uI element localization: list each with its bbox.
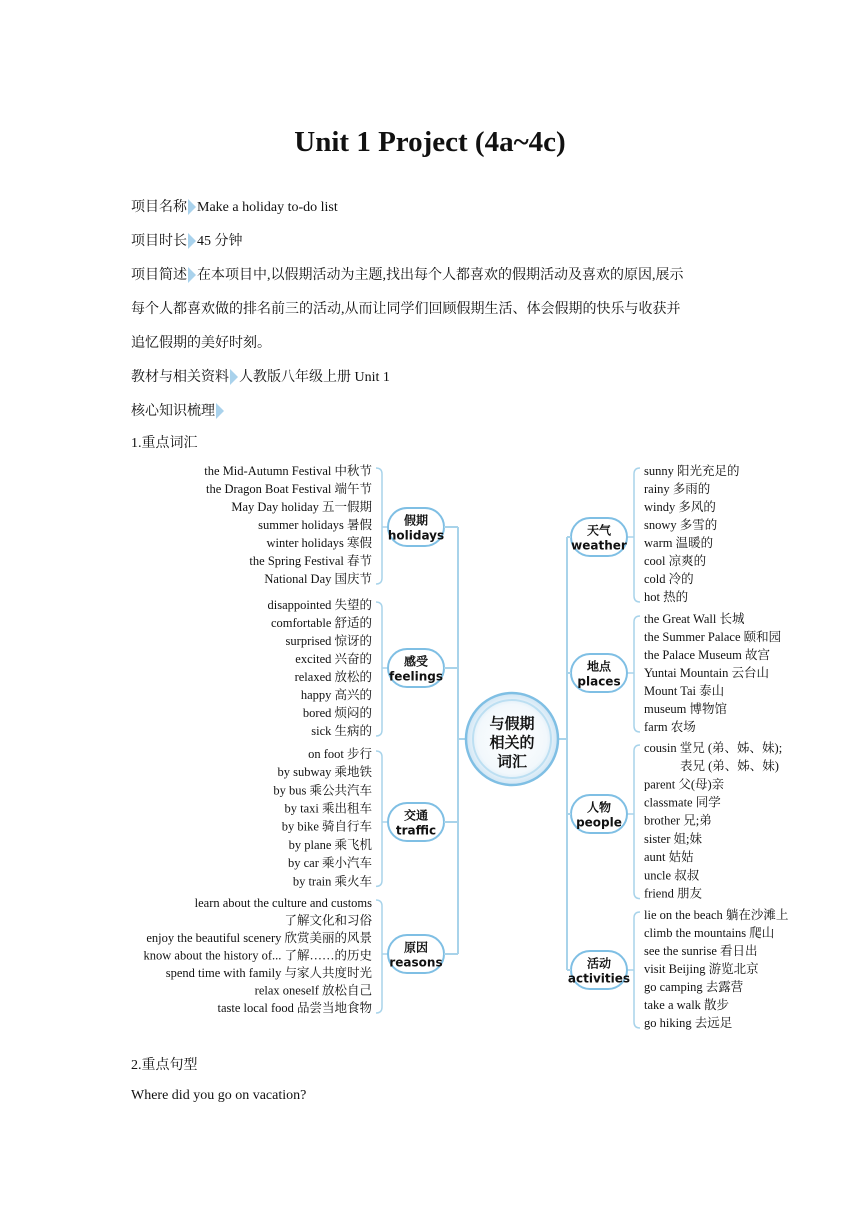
- vocab-item: by car 乘小汽车: [287, 856, 372, 871]
- info-text: 人教版八年级上册 Unit 1: [239, 370, 390, 385]
- info-text: 45 分钟: [197, 234, 243, 249]
- category-cn-label: 假期: [403, 513, 429, 528]
- vocab-item: cold 冷的: [644, 571, 694, 586]
- vocab-item: museum 博物馆: [644, 701, 727, 716]
- category-en-label: traffic: [395, 823, 437, 838]
- info-text: 每个人都喜欢做的排名前三的活动,从而让同学们回顾假期生活、体会假期的快乐与收获并: [131, 302, 681, 317]
- bracket-line: [376, 468, 382, 584]
- bracket-line: [634, 912, 640, 1028]
- vocab-item: warm 温暖的: [644, 535, 714, 550]
- center-label: 相关的: [489, 733, 535, 752]
- category-cn-label: 人物: [586, 800, 612, 815]
- category-en-label: activities: [567, 971, 631, 986]
- vocab-item: hot 热的: [644, 589, 689, 604]
- section-sentences: 2.重点句型: [131, 1058, 198, 1073]
- vocab-item: sunny 阳光充足的: [644, 463, 740, 478]
- vocab-item: Yuntai Mountain 云台山: [644, 665, 769, 680]
- vocab-item: rainy 多雨的: [644, 481, 711, 496]
- category-cn-label: 活动: [586, 956, 612, 971]
- vocab-item: uncle 叔叔: [644, 868, 700, 883]
- info-label: 项目时长: [131, 234, 187, 249]
- vocab-item: taste local food 品尝当地食物: [217, 1000, 372, 1015]
- vocab-item: 了解文化和习俗: [284, 913, 372, 928]
- category-cn-label: 原因: [403, 940, 429, 955]
- vocab-item: sister 姐;妹: [644, 831, 702, 846]
- vocab-item: enjoy the beautiful scenery 欣赏美丽的风景: [146, 930, 372, 945]
- vocab-item: on foot 步行: [308, 746, 372, 761]
- info-text: 追忆假期的美好时刻。: [131, 336, 271, 351]
- vocab-item: excited 兴奋的: [295, 651, 372, 666]
- category-cn-label: 交通: [403, 808, 429, 823]
- vocab-item: friend 朋友: [644, 886, 702, 901]
- vocab-item: by taxi 乘出租车: [284, 801, 372, 816]
- vocab-item: winter holidays 寒假: [266, 535, 372, 550]
- category-cn-label: 天气: [586, 523, 612, 538]
- vocab-item: the Great Wall 长城: [644, 611, 745, 626]
- info-text: 在本项目中,以假期活动为主题,找出每个人都喜欢的假期活动及喜欢的原因,展示: [197, 268, 684, 283]
- vocab-item: classmate 同学: [644, 795, 721, 810]
- category-cn-label: 地点: [586, 659, 612, 674]
- vocab-item: by bike 骑自行车: [281, 819, 372, 834]
- vocab-item: by train 乘火车: [292, 874, 372, 889]
- vocab-item: see the sunrise 看日出: [644, 943, 758, 958]
- vocab-item: the Spring Festival 春节: [249, 553, 372, 568]
- info-label: 项目名称: [131, 200, 187, 215]
- center-label: 词汇: [496, 752, 528, 771]
- vocab-item: climb the mountains 爬山: [644, 925, 775, 940]
- vocab-item: farm 农场: [644, 719, 696, 734]
- category-en-label: holidays: [387, 528, 445, 543]
- vocab-item: relax oneself 放松自己: [254, 983, 372, 998]
- key-sentence: Where did you go on vacation?: [131, 1088, 307, 1103]
- vocab-item: windy 多风的: [644, 499, 716, 514]
- vocab-item: by bus 乘公共汽车: [273, 783, 372, 798]
- vocab-item: take a walk 散步: [644, 997, 730, 1012]
- info-label: 核心知识梳理: [131, 404, 215, 419]
- center-label: 与假期: [489, 714, 535, 733]
- category-en-label: reasons: [389, 955, 443, 970]
- vocab-item: sick 生病的: [311, 723, 372, 738]
- info-label: 项目简述: [131, 268, 187, 283]
- vocab-item: go camping 去露营: [644, 979, 744, 994]
- category-en-label: people: [576, 815, 622, 830]
- info-label: 教材与相关资料: [131, 370, 229, 385]
- vocab-item: learn about the culture and customs: [194, 895, 372, 910]
- vocab-item: summer holidays 暑假: [258, 517, 372, 532]
- vocab-item: happy 高兴的: [300, 687, 372, 702]
- vocab-item: the Dragon Boat Festival 端午节: [206, 481, 372, 496]
- vocab-item: the Summer Palace 颐和园: [644, 629, 782, 644]
- page-title: Unit 1 Project (4a~4c): [294, 126, 566, 158]
- category-en-label: weather: [571, 538, 627, 553]
- vocab-item: relaxed 放松的: [294, 669, 372, 684]
- vocab-item: 表兄 (弟、姊、妹): [680, 759, 779, 774]
- vocab-item: comfortable 舒适的: [270, 615, 372, 630]
- vocab-item: parent 父(母)亲: [644, 777, 725, 792]
- vocab-item: cousin 堂兄 (弟、姊、妹);: [644, 740, 783, 755]
- bracket-line: [634, 745, 640, 899]
- vocab-item: the Palace Museum 故宫: [644, 647, 771, 662]
- category-en-label: feelings: [389, 669, 443, 684]
- vocab-item: by plane 乘飞机: [288, 837, 372, 852]
- vocab-item: brother 兄;弟: [644, 813, 712, 828]
- vocab-item: know about the history of... 了解……的历史: [143, 948, 372, 963]
- vocab-item: bored 烦闷的: [302, 705, 372, 720]
- bracket-line: [376, 602, 382, 736]
- vocab-item: aunt 姑姑: [644, 850, 694, 865]
- vocab-item: by subway 乘地铁: [277, 765, 372, 780]
- vocab-item: May Day holiday 五一假期: [231, 499, 372, 514]
- bracket-line: [634, 468, 640, 602]
- vocab-item: surprised 惊讶的: [285, 633, 372, 648]
- vocab-item: visit Beijing 游览北京: [644, 961, 759, 976]
- info-text: Make a holiday to-do list: [197, 200, 338, 215]
- bracket-line: [376, 900, 382, 1013]
- vocab-item: cool 凉爽的: [644, 553, 707, 568]
- bracket-line: [634, 616, 640, 732]
- vocab-item: lie on the beach 躺在沙滩上: [644, 907, 789, 922]
- vocab-item: the Mid-Autumn Festival 中秋节: [204, 463, 372, 478]
- category-cn-label: 感受: [403, 654, 429, 669]
- vocab-item: spend time with family 与家人共度时光: [165, 965, 372, 980]
- vocab-item: National Day 国庆节: [264, 571, 372, 586]
- vocab-item: go hiking 去远足: [644, 1015, 733, 1030]
- vocab-item: disappointed 失望的: [267, 597, 372, 612]
- category-en-label: places: [577, 674, 621, 689]
- vocab-item: Mount Tai 泰山: [644, 683, 725, 698]
- section-vocabulary: 1.重点词汇: [131, 436, 198, 451]
- bracket-line: [376, 751, 382, 886]
- vocab-item: snowy 多雪的: [644, 517, 718, 532]
